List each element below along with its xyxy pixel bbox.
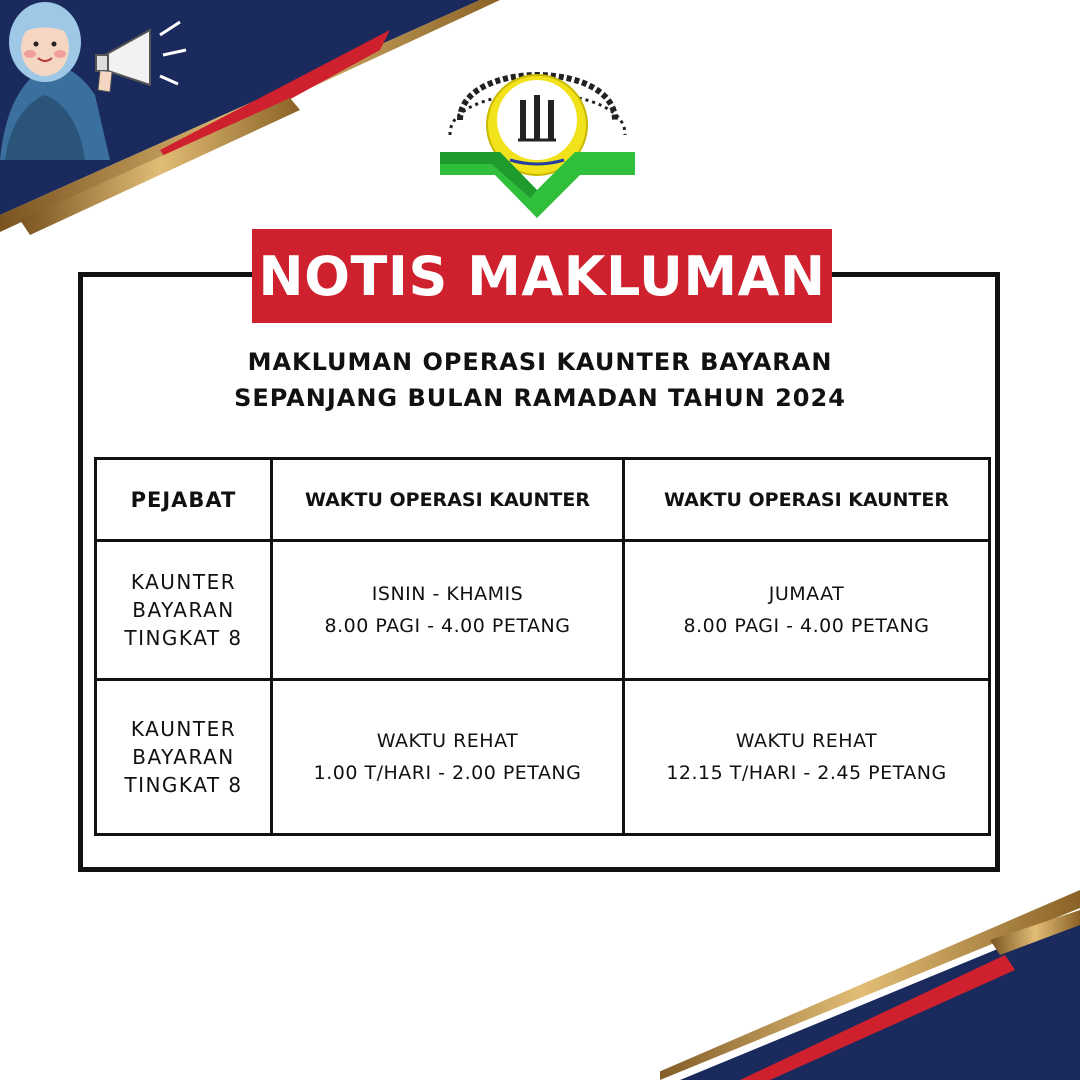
heading-line-2: SEPANJANG BULAN RAMADAN TAHUN 2024 — [234, 384, 846, 412]
schedule-table — [94, 457, 991, 836]
office-line: TINGKAT 8 — [124, 773, 243, 797]
day-range: JUMAAT — [768, 583, 845, 605]
break-label: WAKTU REHAT — [735, 730, 878, 752]
notice-banner-title: NOTIS MAKLUMAN — [252, 229, 832, 323]
time-range: 8.00 PAGI - 4.00 PETANG — [324, 615, 571, 637]
day-range: ISNIN - KHAMIS — [371, 583, 524, 605]
weekday-hours-cell — [272, 541, 624, 680]
office-line: BAYARAN — [132, 598, 235, 622]
header-pejabat: PEJABAT — [96, 459, 272, 541]
crescent-emblem-logo — [430, 40, 645, 220]
office-line: KAUNTER — [130, 570, 237, 594]
header-waktu-operasi-1: WAKTU OPERASI KAUNTER — [272, 459, 624, 541]
notice-heading — [100, 344, 980, 416]
office-cell — [96, 680, 272, 835]
header-waktu-operasi-2: WAKTU OPERASI KAUNTER — [624, 459, 990, 541]
time-range: 8.00 PAGI - 4.00 PETANG — [683, 615, 930, 637]
table-header-row — [96, 459, 990, 541]
office-line: BAYARAN — [132, 745, 235, 769]
heading-line-1: MAKLUMAN OPERASI KAUNTER BAYARAN — [247, 348, 833, 376]
break-label: WAKTU REHAT — [376, 730, 519, 752]
weekday-break-cell — [272, 680, 624, 835]
office-cell — [96, 541, 272, 680]
top-left-decoration — [0, 0, 500, 240]
table-row — [96, 541, 990, 680]
office-line: KAUNTER — [130, 717, 237, 741]
friday-break-cell — [624, 680, 990, 835]
time-range: 1.00 T/HARI - 2.00 PETANG — [313, 762, 582, 784]
table-row — [96, 680, 990, 835]
bottom-right-decoration — [660, 880, 1080, 1080]
friday-hours-cell — [624, 541, 990, 680]
time-range: 12.15 T/HARI - 2.45 PETANG — [666, 762, 947, 784]
office-line: TINGKAT 8 — [124, 626, 243, 650]
